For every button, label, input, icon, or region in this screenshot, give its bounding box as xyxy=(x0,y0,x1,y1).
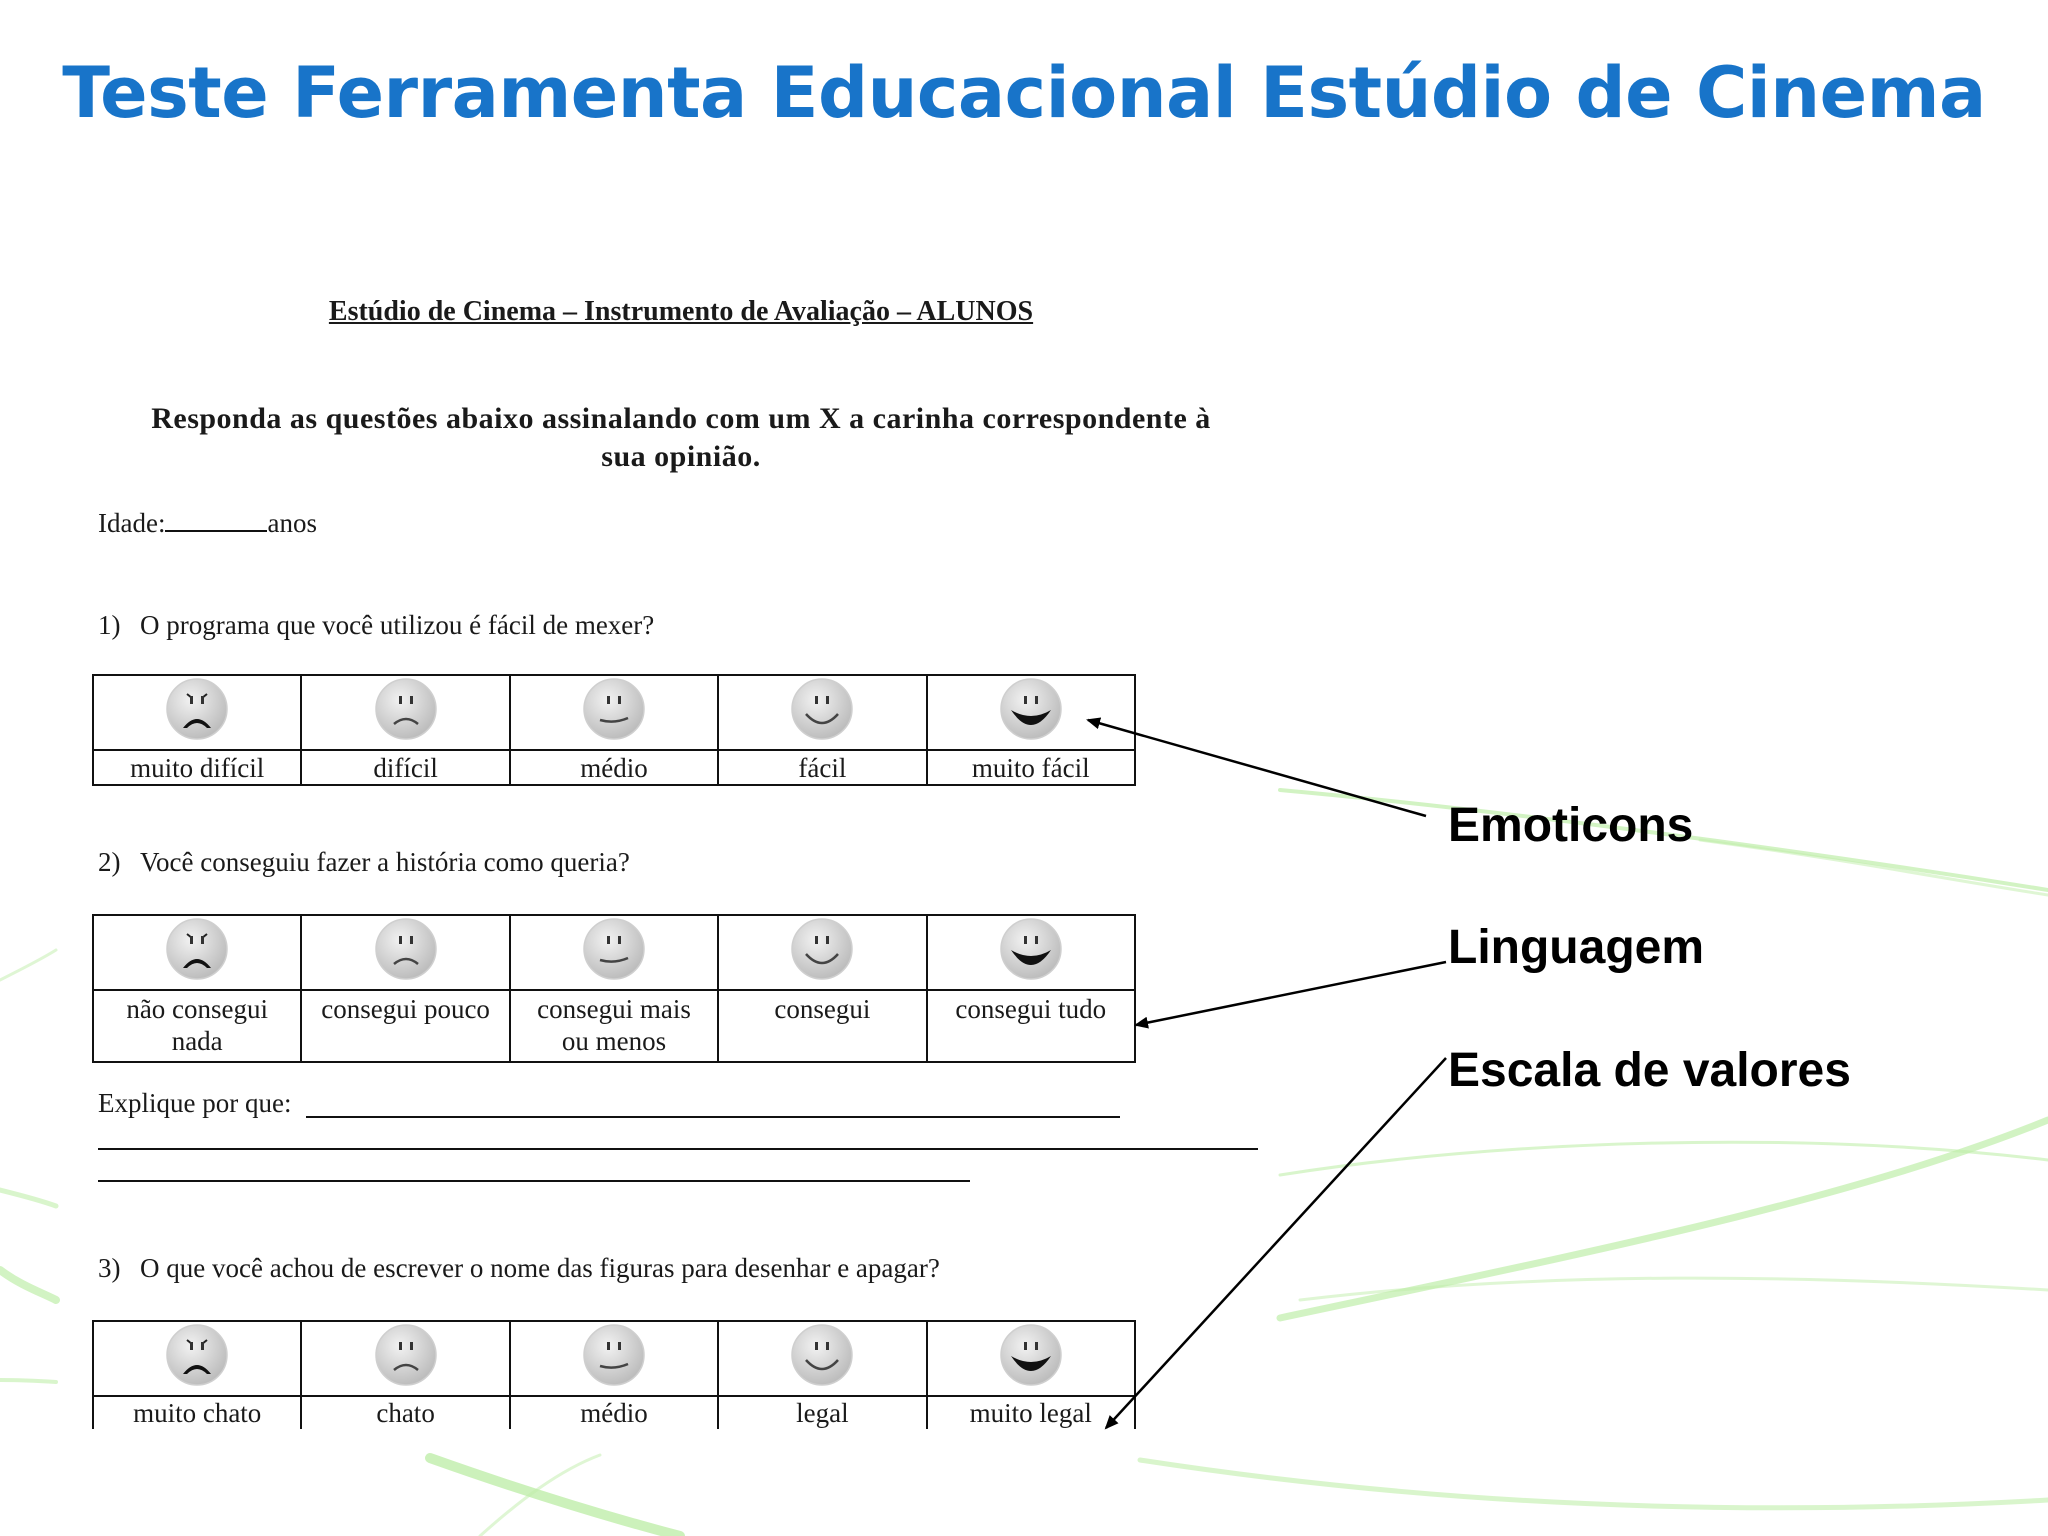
option-label-line: consegui pouco xyxy=(321,994,490,1024)
question-number: 1) xyxy=(98,610,121,640)
callout-escala: Escala de valores xyxy=(1448,1044,1851,1097)
option-label-line: não consegui xyxy=(126,994,269,1024)
explain-label: Explique por que: xyxy=(98,1088,292,1118)
arrow-linguagem xyxy=(1136,962,1446,1025)
option-label-line: ou menos xyxy=(561,1026,667,1056)
arrow-emoticons xyxy=(1088,720,1426,816)
question-number: 2) xyxy=(98,847,121,877)
option-label: chato xyxy=(301,1396,509,1429)
option-label: muito difícil xyxy=(93,750,301,785)
instruction-line-1: Responda as questões abaixo assinalando com um X a carinha correspondente à xyxy=(151,402,1211,435)
question-text: Você conseguiu fazer a história como queria? xyxy=(140,847,630,877)
option-label: médio xyxy=(510,1396,718,1429)
option-label: muito legal xyxy=(927,1396,1135,1429)
option-label: muito fácil xyxy=(927,750,1135,785)
option-label-line: consegui mais xyxy=(537,994,691,1024)
option-label: fácil xyxy=(718,750,926,785)
arrow-escala xyxy=(1106,1058,1446,1428)
callout-emoticons: Emoticons xyxy=(1448,799,1694,852)
instruction-line-2: sua opinião. xyxy=(601,440,761,473)
option-label-line: nada xyxy=(171,1026,223,1056)
question-number: 3) xyxy=(98,1253,121,1283)
age-unit: anos xyxy=(267,508,317,538)
document-header: Estúdio de Cinema – Instrumento de Avaliação – ALUNOS xyxy=(328,296,1034,327)
age-label: Idade: xyxy=(98,508,166,538)
question-text: O que você achou de escrever o nome das figuras para desenhar e apagar? xyxy=(140,1253,940,1283)
option-label: difícil xyxy=(301,750,509,785)
option-label: legal xyxy=(718,1396,926,1429)
callout-linguagem: Linguagem xyxy=(1448,921,1705,974)
slide-title: Teste Ferramenta Educacional Estúdio de Cinema xyxy=(62,52,1986,134)
option-label: muito chato xyxy=(93,1396,301,1429)
option-label: médio xyxy=(510,750,718,785)
question-text: O programa que você utilizou é fácil de mexer? xyxy=(140,610,655,640)
option-label-line: consegui xyxy=(774,994,871,1024)
option-label-line: consegui tudo xyxy=(955,994,1107,1024)
